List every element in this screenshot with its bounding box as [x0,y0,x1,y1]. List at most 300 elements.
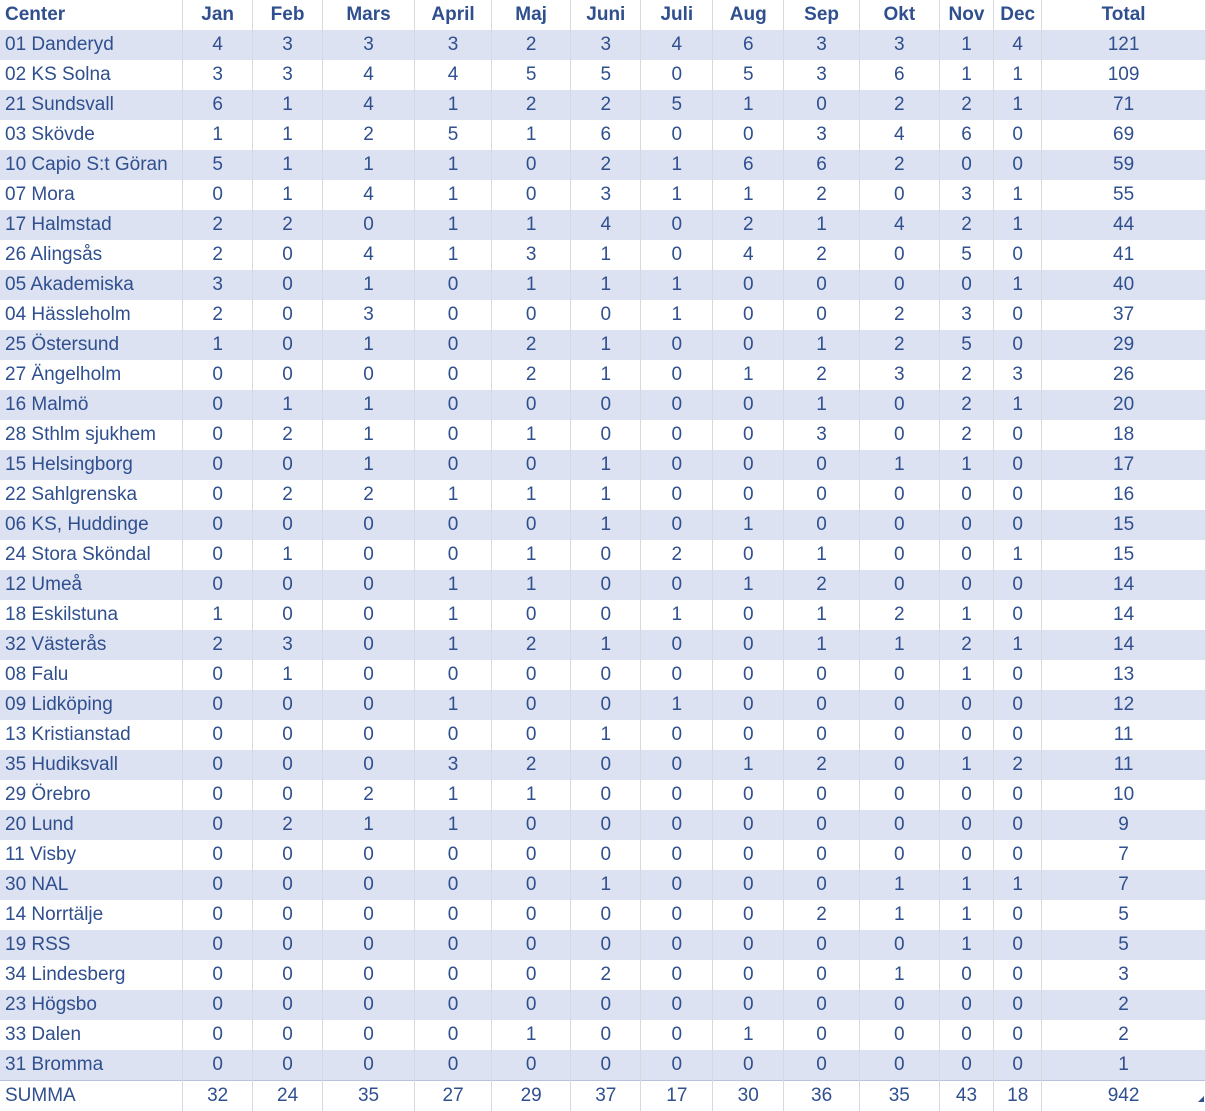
value-cell[interactable]: 0 [784,90,860,120]
column-header[interactable]: April [415,0,492,30]
column-header[interactable]: Aug [713,0,784,30]
row-label-cell[interactable]: 05 Akademiska [0,270,183,300]
value-cell[interactable]: 0 [859,240,939,270]
value-cell[interactable]: 1 [994,390,1042,420]
value-cell[interactable]: 1 [994,270,1042,300]
row-label-cell[interactable]: 07 Mora [0,180,183,210]
value-cell[interactable]: 0 [641,900,713,930]
value-cell[interactable]: 0 [183,810,253,840]
value-cell[interactable]: 3 [859,360,939,390]
value-cell[interactable]: 59 [1042,150,1206,180]
value-cell[interactable]: 0 [253,1020,323,1050]
value-cell[interactable]: 3 [784,420,860,450]
value-cell[interactable]: 0 [323,570,415,600]
column-header[interactable]: Maj [492,0,571,30]
value-cell[interactable]: 2 [939,630,993,660]
value-cell[interactable]: 18 [1042,420,1206,450]
value-cell[interactable]: 1 [253,540,323,570]
value-cell[interactable]: 1 [713,570,784,600]
value-cell[interactable]: 0 [713,540,784,570]
value-cell[interactable]: 6 [183,90,253,120]
value-cell[interactable]: 6 [571,120,641,150]
value-cell[interactable]: 1 [994,210,1042,240]
value-cell[interactable]: 1 [183,120,253,150]
value-cell[interactable]: 0 [253,1050,323,1081]
value-cell[interactable]: 0 [492,720,571,750]
value-cell[interactable]: 0 [571,540,641,570]
value-cell[interactable]: 0 [641,450,713,480]
value-cell[interactable]: 0 [641,240,713,270]
value-cell[interactable]: 1 [253,660,323,690]
value-cell[interactable]: 1 [571,870,641,900]
value-cell[interactable]: 1 [571,240,641,270]
value-cell[interactable]: 0 [939,720,993,750]
value-cell[interactable]: 3 [939,180,993,210]
value-cell[interactable]: 3 [859,30,939,60]
value-cell[interactable]: 0 [415,1050,492,1081]
value-cell[interactable]: 9 [1042,810,1206,840]
value-cell[interactable]: 0 [253,960,323,990]
value-cell[interactable]: 2 [492,630,571,660]
column-header[interactable]: Dec [994,0,1042,30]
value-cell[interactable]: 0 [994,690,1042,720]
row-label-cell[interactable]: 10 Capio S:t Göran [0,150,183,180]
value-cell[interactable]: 0 [859,750,939,780]
value-cell[interactable]: 1 [415,180,492,210]
value-cell[interactable]: 0 [323,510,415,540]
value-cell[interactable]: 0 [784,930,860,960]
value-cell[interactable]: 1 [492,210,571,240]
value-cell[interactable]: 0 [571,990,641,1020]
row-label-cell[interactable]: 16 Malmö [0,390,183,420]
value-cell[interactable]: 1 [939,600,993,630]
value-cell[interactable]: 0 [641,60,713,90]
value-cell[interactable]: 1 [641,690,713,720]
row-label-cell[interactable]: 27 Ängelholm [0,360,183,390]
value-cell[interactable]: 2 [859,90,939,120]
value-cell[interactable]: 1 [492,270,571,300]
value-cell[interactable]: 2 [253,810,323,840]
value-cell[interactable]: 0 [641,1020,713,1050]
value-cell[interactable]: 10 [1042,780,1206,810]
value-cell[interactable]: 2 [571,960,641,990]
column-header[interactable]: Jan [183,0,253,30]
value-cell[interactable]: 3 [323,30,415,60]
row-label-cell[interactable]: 11 Visby [0,840,183,870]
value-cell[interactable]: 0 [939,690,993,720]
value-cell[interactable]: 2 [571,150,641,180]
value-cell[interactable]: 4 [323,60,415,90]
value-cell[interactable]: 0 [994,900,1042,930]
value-cell[interactable]: 0 [323,630,415,660]
value-cell[interactable]: 2 [784,240,860,270]
value-cell[interactable]: 2 [492,330,571,360]
value-cell[interactable]: 1 [492,1020,571,1050]
value-cell[interactable]: 0 [323,600,415,630]
value-cell[interactable]: 0 [784,1050,860,1081]
value-cell[interactable]: 2 [784,900,860,930]
value-cell[interactable]: 0 [784,690,860,720]
column-header[interactable]: Mars [323,0,415,30]
value-cell[interactable]: 0 [571,810,641,840]
value-cell[interactable]: 4 [713,240,784,270]
value-cell[interactable]: 0 [713,120,784,150]
value-cell[interactable]: 0 [183,360,253,390]
row-label-cell[interactable]: 08 Falu [0,660,183,690]
value-cell[interactable]: 4 [323,90,415,120]
value-cell[interactable]: 1 [641,300,713,330]
value-cell[interactable]: 0 [713,810,784,840]
value-cell[interactable]: 0 [713,330,784,360]
value-cell[interactable]: 17 [641,1081,713,1111]
value-cell[interactable]: 0 [641,930,713,960]
value-cell[interactable]: 0 [713,420,784,450]
value-cell[interactable]: 0 [713,660,784,690]
row-label-cell[interactable]: 34 Lindesberg [0,960,183,990]
value-cell[interactable]: 0 [641,810,713,840]
value-cell[interactable]: 0 [253,270,323,300]
column-header[interactable]: Juli [641,0,713,30]
value-cell[interactable]: 0 [183,780,253,810]
value-cell[interactable]: 0 [492,840,571,870]
value-cell[interactable]: 2 [253,480,323,510]
value-cell[interactable]: 1 [492,420,571,450]
value-cell[interactable]: 0 [571,840,641,870]
value-cell[interactable]: 0 [859,390,939,420]
value-cell[interactable]: 1 [939,900,993,930]
value-cell[interactable]: 1 [713,510,784,540]
value-cell[interactable]: 0 [415,450,492,480]
value-cell[interactable]: 0 [323,720,415,750]
value-cell[interactable]: 1 [784,390,860,420]
value-cell[interactable]: 1 [253,150,323,180]
column-header[interactable]: Sep [784,0,860,30]
value-cell[interactable]: 0 [994,600,1042,630]
value-cell[interactable]: 0 [415,390,492,420]
value-cell[interactable]: 3 [415,30,492,60]
value-cell[interactable]: 1 [183,600,253,630]
value-cell[interactable]: 1 [323,330,415,360]
value-cell[interactable]: 0 [784,990,860,1020]
value-cell[interactable]: 1 [492,120,571,150]
column-header[interactable]: Total [1042,0,1206,30]
value-cell[interactable]: 0 [713,870,784,900]
value-cell[interactable]: 1 [859,900,939,930]
value-cell[interactable]: 0 [859,510,939,540]
value-cell[interactable]: 0 [253,690,323,720]
value-cell[interactable]: 0 [323,900,415,930]
value-cell[interactable]: 1 [415,690,492,720]
value-cell[interactable]: 0 [994,480,1042,510]
value-cell[interactable]: 0 [253,300,323,330]
value-cell[interactable]: 29 [1042,330,1206,360]
value-cell[interactable]: 0 [183,540,253,570]
row-label-cell[interactable]: 22 Sahlgrenska [0,480,183,510]
value-cell[interactable]: 1 [641,270,713,300]
value-cell[interactable]: 1 [492,540,571,570]
value-cell[interactable]: 0 [939,840,993,870]
value-cell[interactable]: 0 [415,720,492,750]
value-cell[interactable]: 0 [323,1020,415,1050]
value-cell[interactable]: 0 [183,690,253,720]
value-cell[interactable]: 0 [713,300,784,330]
value-cell[interactable]: 1 [641,150,713,180]
value-cell[interactable]: 1 [1042,1050,1206,1081]
value-cell[interactable]: 3 [415,750,492,780]
value-cell[interactable]: 0 [492,690,571,720]
value-cell[interactable]: 4 [323,240,415,270]
value-cell[interactable]: 0 [415,510,492,540]
value-cell[interactable]: 20 [1042,390,1206,420]
value-cell[interactable]: 0 [784,960,860,990]
value-cell[interactable]: 109 [1042,60,1206,90]
value-cell[interactable]: 5 [1042,930,1206,960]
value-cell[interactable]: 0 [183,420,253,450]
value-cell[interactable]: 3 [784,30,860,60]
value-cell[interactable]: 35 [859,1081,939,1111]
value-cell[interactable]: 26 [1042,360,1206,390]
value-cell[interactable]: 1 [859,630,939,660]
value-cell[interactable]: 0 [859,480,939,510]
value-cell[interactable]: 1 [784,330,860,360]
value-cell[interactable]: 1 [994,90,1042,120]
value-cell[interactable]: 0 [253,720,323,750]
value-cell[interactable]: 6 [713,150,784,180]
value-cell[interactable]: 1 [994,870,1042,900]
value-cell[interactable]: 3 [571,30,641,60]
value-cell[interactable]: 0 [641,960,713,990]
value-cell[interactable]: 6 [713,30,784,60]
value-cell[interactable]: 0 [939,150,993,180]
value-cell[interactable]: 14 [1042,630,1206,660]
value-cell[interactable]: 3 [253,60,323,90]
value-cell[interactable]: 0 [415,900,492,930]
value-cell[interactable]: 0 [183,450,253,480]
value-cell[interactable]: 0 [571,780,641,810]
value-cell[interactable]: 2 [323,480,415,510]
value-cell[interactable]: 0 [994,720,1042,750]
value-cell[interactable]: 0 [713,990,784,1020]
value-cell[interactable]: 0 [492,180,571,210]
value-cell[interactable]: 0 [713,780,784,810]
value-cell[interactable]: 0 [994,960,1042,990]
value-cell[interactable]: 1 [571,360,641,390]
value-cell[interactable]: 0 [323,360,415,390]
value-cell[interactable]: 3 [784,120,860,150]
value-cell[interactable]: 0 [323,840,415,870]
value-cell[interactable]: 5 [183,150,253,180]
value-cell[interactable]: 0 [492,300,571,330]
value-cell[interactable]: 2 [323,120,415,150]
value-cell[interactable]: 15 [1042,540,1206,570]
value-cell[interactable]: 17 [1042,450,1206,480]
value-cell[interactable]: 1 [415,210,492,240]
value-cell[interactable]: 2 [939,420,993,450]
value-cell[interactable]: 0 [183,570,253,600]
value-cell[interactable]: 0 [713,390,784,420]
value-cell[interactable]: 0 [859,1050,939,1081]
value-cell[interactable]: 1 [571,270,641,300]
value-cell[interactable]: 0 [784,720,860,750]
value-cell[interactable]: 37 [571,1081,641,1111]
value-cell[interactable]: 0 [859,690,939,720]
value-cell[interactable]: 1 [994,60,1042,90]
value-cell[interactable]: 0 [641,840,713,870]
value-cell[interactable]: 0 [939,540,993,570]
value-cell[interactable]: 3 [784,60,860,90]
value-cell[interactable]: 16 [1042,480,1206,510]
column-header[interactable]: Okt [859,0,939,30]
value-cell[interactable]: 1 [323,810,415,840]
value-cell[interactable]: 1 [713,180,784,210]
row-label-cell[interactable]: 01 Danderyd [0,30,183,60]
value-cell[interactable]: 2 [939,90,993,120]
value-cell[interactable]: 0 [859,720,939,750]
value-cell[interactable]: 0 [253,450,323,480]
value-cell[interactable]: 0 [183,720,253,750]
value-cell[interactable]: 0 [323,870,415,900]
value-cell[interactable]: 0 [323,960,415,990]
value-cell[interactable]: 0 [939,510,993,540]
value-cell[interactable]: 0 [323,540,415,570]
row-label-cell[interactable]: 02 KS Solna [0,60,183,90]
value-cell[interactable]: 0 [323,1050,415,1081]
resize-grip-icon[interactable] [1198,1096,1204,1102]
value-cell[interactable]: 1 [571,450,641,480]
value-cell[interactable]: 5 [415,120,492,150]
value-cell[interactable]: 2 [859,150,939,180]
value-cell[interactable]: 0 [939,960,993,990]
value-cell[interactable]: 0 [183,510,253,540]
value-cell[interactable]: 0 [253,240,323,270]
value-cell[interactable]: 0 [994,930,1042,960]
value-cell[interactable]: 1 [571,480,641,510]
value-cell[interactable]: 69 [1042,120,1206,150]
value-cell[interactable]: 0 [859,810,939,840]
value-cell[interactable]: 14 [1042,600,1206,630]
value-cell[interactable]: 1 [415,810,492,840]
value-cell[interactable]: 1 [415,480,492,510]
value-cell[interactable]: 0 [492,900,571,930]
value-cell[interactable]: 1 [253,180,323,210]
value-cell[interactable]: 0 [641,120,713,150]
value-cell[interactable]: 0 [571,1020,641,1050]
value-cell[interactable]: 0 [183,480,253,510]
row-label-cell[interactable]: 33 Dalen [0,1020,183,1050]
value-cell[interactable]: 5 [1042,900,1206,930]
value-cell[interactable]: 0 [253,840,323,870]
value-cell[interactable]: 35 [323,1081,415,1111]
value-cell[interactable]: 2 [939,390,993,420]
row-label-cell[interactable]: 23 Högsbo [0,990,183,1020]
row-label-cell[interactable]: 28 Sthlm sjukhem [0,420,183,450]
value-cell[interactable]: 0 [415,270,492,300]
value-cell[interactable]: 1 [492,570,571,600]
value-cell[interactable]: 0 [784,660,860,690]
value-cell[interactable]: 71 [1042,90,1206,120]
value-cell[interactable]: 2 [994,750,1042,780]
value-cell[interactable]: 1 [939,750,993,780]
value-cell[interactable]: 1 [571,720,641,750]
row-label-cell[interactable]: 17 Halmstad [0,210,183,240]
row-label-cell[interactable]: 20 Lund [0,810,183,840]
row-label-cell[interactable]: 09 Lidköping [0,690,183,720]
value-cell[interactable]: 0 [994,1020,1042,1050]
value-cell[interactable]: 0 [492,600,571,630]
value-cell[interactable]: 5 [939,240,993,270]
row-label-cell[interactable]: 19 RSS [0,930,183,960]
value-cell[interactable]: 1 [713,750,784,780]
value-cell[interactable]: 2 [183,300,253,330]
value-cell[interactable]: 1 [939,60,993,90]
value-cell[interactable]: 0 [492,990,571,1020]
value-cell[interactable]: 0 [994,420,1042,450]
value-cell[interactable]: 0 [994,570,1042,600]
value-cell[interactable]: 0 [571,660,641,690]
value-cell[interactable]: 11 [1042,720,1206,750]
value-cell[interactable]: 0 [713,720,784,750]
value-cell[interactable]: 30 [713,1081,784,1111]
value-cell[interactable]: 0 [784,510,860,540]
value-cell[interactable]: 0 [859,660,939,690]
value-cell[interactable]: 0 [415,1020,492,1050]
value-cell[interactable]: 0 [939,570,993,600]
row-label-cell[interactable]: 14 Norrtälje [0,900,183,930]
value-cell[interactable]: 0 [253,990,323,1020]
value-cell[interactable]: 1 [784,630,860,660]
value-cell[interactable]: 0 [784,780,860,810]
value-cell[interactable]: 32 [183,1081,253,1111]
value-cell[interactable]: 1 [939,930,993,960]
value-cell[interactable]: 0 [492,510,571,540]
value-cell[interactable]: 0 [415,840,492,870]
value-cell[interactable]: 0 [323,930,415,960]
row-label-cell[interactable]: 18 Eskilstuna [0,600,183,630]
value-cell[interactable]: 1 [994,180,1042,210]
value-cell[interactable]: 1 [571,510,641,540]
value-cell[interactable]: 0 [784,1020,860,1050]
value-cell[interactable]: 2 [492,90,571,120]
value-cell[interactable]: 0 [415,660,492,690]
value-cell[interactable]: 0 [713,960,784,990]
row-label-cell[interactable]: 15 Helsingborg [0,450,183,480]
value-cell[interactable]: 2 [323,780,415,810]
value-cell[interactable]: 3 [994,360,1042,390]
value-cell[interactable]: 1 [415,90,492,120]
value-cell[interactable]: 1 [183,330,253,360]
value-cell[interactable]: 0 [183,1050,253,1081]
value-cell[interactable]: 0 [492,810,571,840]
value-cell[interactable]: 0 [994,510,1042,540]
row-label-cell[interactable]: 35 Hudiksvall [0,750,183,780]
value-cell[interactable]: 0 [183,870,253,900]
value-cell[interactable]: 0 [939,270,993,300]
value-cell[interactable]: 0 [571,390,641,420]
value-cell[interactable]: 6 [859,60,939,90]
value-cell[interactable]: 37 [1042,300,1206,330]
value-cell[interactable]: 2 [859,300,939,330]
value-cell[interactable]: 0 [571,570,641,600]
value-cell[interactable]: 0 [994,450,1042,480]
value-cell[interactable]: 1 [571,630,641,660]
value-cell[interactable]: 4 [859,120,939,150]
value-cell[interactable]: 0 [859,780,939,810]
row-label-cell[interactable]: 32 Västerås [0,630,183,660]
value-cell[interactable]: 0 [994,810,1042,840]
row-label-cell[interactable]: 04 Hässleholm [0,300,183,330]
value-cell[interactable]: 0 [253,870,323,900]
value-cell[interactable]: 1 [713,360,784,390]
